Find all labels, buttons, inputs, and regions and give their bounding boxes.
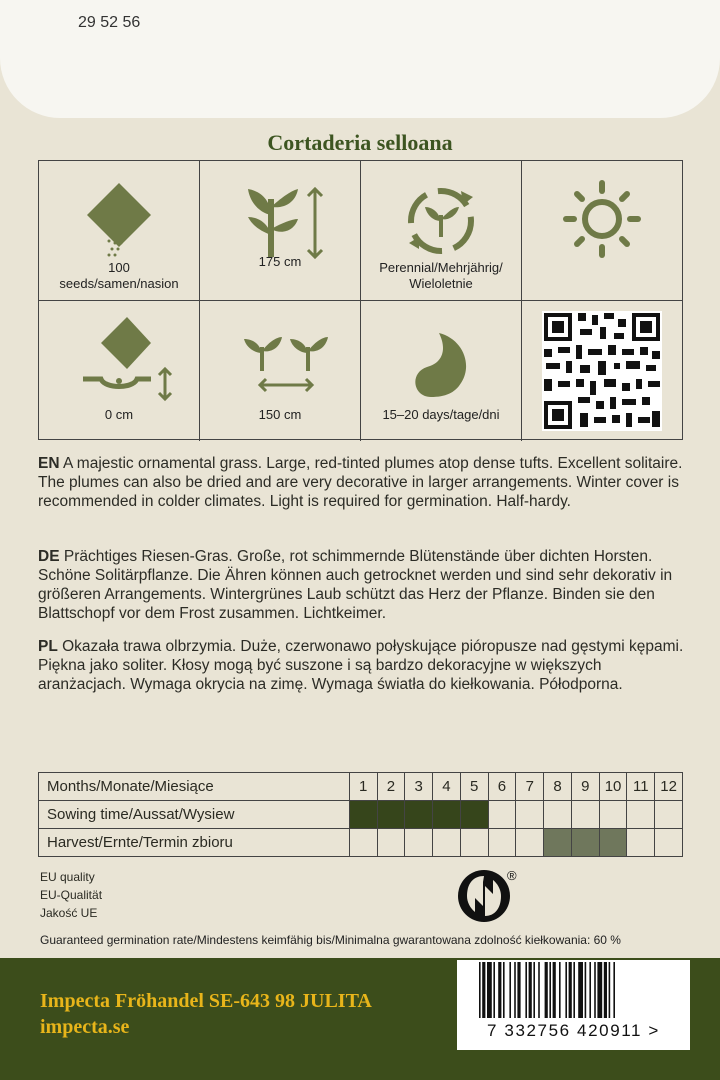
harvest-month-7: [516, 829, 544, 857]
company-website[interactable]: impecta.se: [40, 1016, 130, 1038]
perennial-cycle-icon: [361, 169, 522, 264]
sowing-month-5: [460, 801, 488, 829]
harvest-month-12: [655, 829, 683, 857]
seeds-count: 100: [108, 260, 130, 275]
barcode-bar: [569, 962, 572, 1018]
barcode-bar: [597, 962, 602, 1018]
sowing-month-12: [655, 801, 683, 829]
seeds-label: [43, 260, 195, 292]
company-info: [40, 988, 372, 1040]
barcode-bar: [553, 962, 556, 1018]
description-text-de: Prächtiges Riesen-Gras. Große, rot schimmernde Blütenstände über dichten Horsten. Schöne Solitärpflanze. Die Ähren können auch getrocknet werden und sind sehr dekorativ in größeren Arrangements. Wintergrünes Laub schützt das Herz der Pflanze. Binden sie den Blattschopf vor dem Frost zusammen. Lichtkeimer.: [38, 548, 673, 622]
barcode-bar: [545, 962, 548, 1018]
germination-seed-icon: [361, 309, 522, 404]
barcode-bar: [538, 962, 540, 1018]
sowing-month-9: [571, 801, 599, 829]
barcode-bar: [498, 962, 501, 1018]
months-label: Months/Monate/Miesiące: [39, 773, 350, 801]
barcode-bar: [585, 962, 587, 1018]
harvest-month-9: [571, 829, 599, 857]
sowing-month-8: [544, 801, 572, 829]
barcode-bar: [594, 962, 596, 1018]
barcode-bar: [509, 962, 511, 1018]
plant-height-icon: [200, 169, 361, 264]
plant-spacing-icon: [200, 309, 361, 404]
sowing-month-2: [377, 801, 405, 829]
month-6: 6: [488, 773, 516, 801]
month-8: 8: [544, 773, 572, 801]
calendar-months-row: [39, 773, 683, 801]
quality-de: EU-Qualität: [40, 888, 103, 902]
barcode-bar: [565, 962, 567, 1018]
lifecycle-label: [365, 260, 517, 292]
harvest-month-10: [599, 829, 627, 857]
barcode-bar: [482, 962, 485, 1018]
product-code: 29 52 56: [78, 14, 141, 31]
description-pl: [38, 637, 688, 694]
cell-qr[interactable]: [522, 301, 683, 441]
sowing-calendar: [38, 772, 683, 857]
sowing-month-4: [433, 801, 461, 829]
harvest-month-11: [627, 829, 655, 857]
barcode-bar: [604, 962, 607, 1018]
sowing-month-6: [488, 801, 516, 829]
germination-guarantee: Guaranteed germination rate/Mindestens keimfähig bis/Minimalna gwarantowana zdolność kiełkowania: 60 %: [40, 933, 621, 947]
barcode-bar: [589, 962, 591, 1018]
company-address: Impecta Fröhandel SE-643 98 JULITA: [40, 990, 372, 1012]
cell-light: [522, 161, 683, 301]
harvest-month-8: [544, 829, 572, 857]
barcode-bar: [493, 962, 495, 1018]
barcode-bar: [529, 962, 532, 1018]
germination-label: 15–20 days/tage/dni: [382, 407, 500, 422]
calendar-sowing-row: [39, 801, 683, 829]
description-en: [38, 454, 688, 511]
harvest-label: Harvest/Ernte/Termin zbioru: [39, 829, 350, 857]
lang-code-en: EN: [38, 455, 60, 472]
sowing-month-10: [599, 801, 627, 829]
cell-spacing: [200, 301, 361, 441]
month-1: 1: [349, 773, 377, 801]
quality-en: EU quality: [40, 870, 95, 884]
cell-depth: [39, 301, 200, 441]
cell-lifecycle: [361, 161, 522, 301]
barcode-bar: [503, 962, 505, 1018]
sowing-month-3: [405, 801, 433, 829]
cell-height: [200, 161, 361, 301]
month-9: 9: [571, 773, 599, 801]
month-4: 4: [433, 773, 461, 801]
barcode-bar: [517, 962, 520, 1018]
calendar-harvest-row: [39, 829, 683, 857]
barcode-bar: [609, 962, 611, 1018]
barcode-bar: [573, 962, 575, 1018]
qr-code-icon[interactable]: [522, 301, 683, 441]
quality-pl: Jakość UE: [40, 906, 98, 920]
description-de: [38, 547, 688, 623]
eu-quality: [40, 868, 102, 922]
harvest-month-6: [488, 829, 516, 857]
month-5: 5: [460, 773, 488, 801]
barcode-bar: [487, 962, 492, 1018]
barcode-bar: [549, 962, 551, 1018]
harvest-month-5: [460, 829, 488, 857]
harvest-month-4: [433, 829, 461, 857]
barcode-bar: [613, 962, 615, 1018]
sowing-label: Sowing time/Aussat/Wysiew: [39, 801, 350, 829]
lifecycle-line1: Perennial/Mehrjährig/: [379, 260, 503, 275]
barcode-number: 7 332756 420911 >: [487, 1021, 660, 1040]
description-text-pl: Okazała trawa olbrzymia. Duże, czerwonawo połyskujące pióropusze nad gęstymi kępami. Piękna jako soliter. Kłosy mogą być suszone i są bardzo dekoracyjne w większych aranżacjach. Wymaga okrycia na zimę. Wymaga światła do kiełkowania. Półodporna.: [38, 638, 684, 693]
sowing-depth-icon: [39, 309, 200, 404]
sowing-month-7: [516, 801, 544, 829]
month-11: 11: [627, 773, 655, 801]
sun-icon: [522, 169, 683, 264]
lang-code-pl: PL: [38, 638, 58, 655]
green-dot-recycle-icon: [455, 868, 525, 928]
seed-packet-icon: [39, 169, 200, 264]
cell-germination: [361, 301, 522, 441]
icon-grid: [38, 160, 683, 440]
sowing-month-11: [627, 801, 655, 829]
depth-label: 0 cm: [104, 407, 134, 422]
barcode-bar: [533, 962, 535, 1018]
month-10: 10: [599, 773, 627, 801]
barcode-bar: [479, 962, 481, 1018]
barcode-bar: [559, 962, 561, 1018]
lang-code-de: DE: [38, 548, 60, 565]
barcode-bar: [525, 962, 527, 1018]
spacing-label: 150 cm: [258, 407, 302, 422]
barcode-icon: [457, 962, 690, 1022]
month-3: 3: [405, 773, 433, 801]
barcode-bar: [578, 962, 583, 1018]
month-7: 7: [516, 773, 544, 801]
month-12: 12: [655, 773, 683, 801]
harvest-month-2: [377, 829, 405, 857]
seeds-unit: seeds/samen/nasion: [59, 276, 179, 291]
height-label: 175 cm: [258, 254, 302, 269]
sowing-month-1: [349, 801, 377, 829]
description-text-en: A majestic ornamental grass. Large, red-tinted plumes atop dense tufts. Excellent solitaire. The plumes can also be dried and are very decorative in larger arrangements. Winter cover is recommended in colder climates. Light is required for germination. Half-hardy.: [38, 455, 683, 510]
registered-mark: ®: [507, 868, 517, 883]
species-title: Cortaderia selloana: [267, 130, 453, 155]
lifecycle-line2: Wieloletnie: [409, 276, 473, 291]
harvest-month-3: [405, 829, 433, 857]
cell-seeds: [39, 161, 200, 301]
harvest-month-1: [349, 829, 377, 857]
month-2: 2: [377, 773, 405, 801]
barcode-bar: [514, 962, 516, 1018]
